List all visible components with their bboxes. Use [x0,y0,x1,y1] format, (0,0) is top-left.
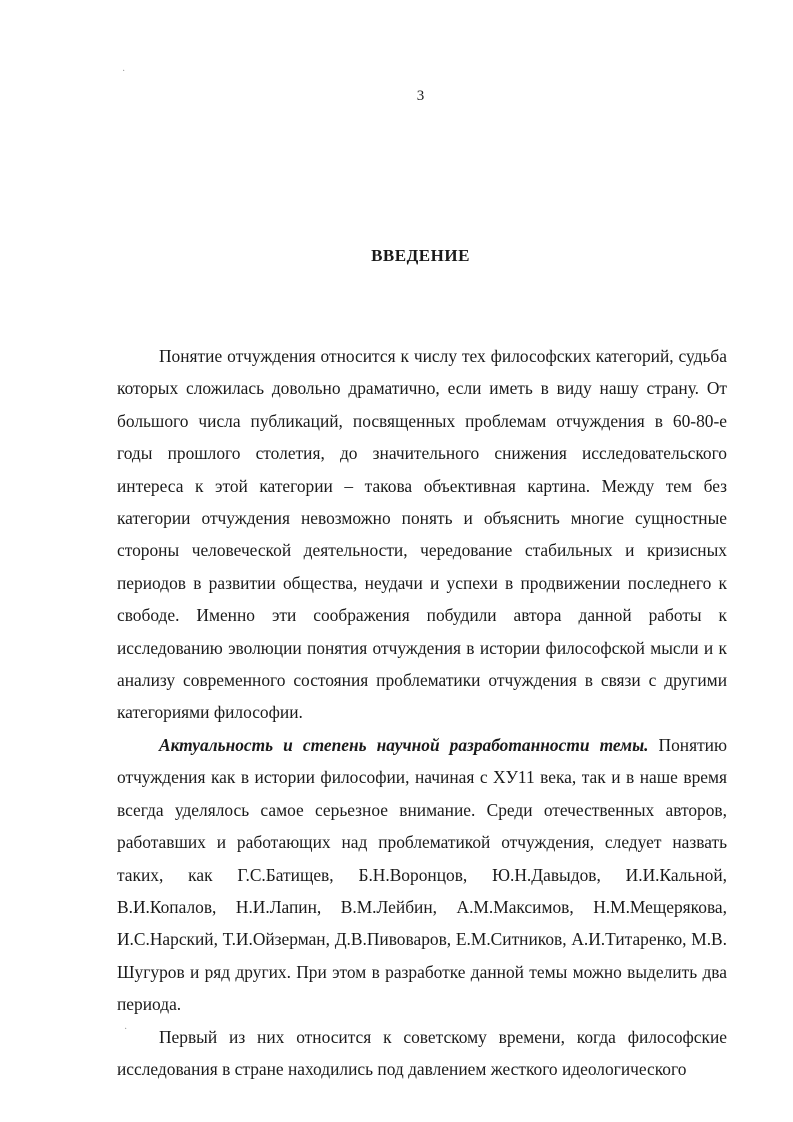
paragraph [117,1021,727,1086]
section-heading: ВВЕДЕНИЕ [371,246,470,265]
paragraph-text: Понятию отчуждения как в истории философии, начиная с ХУ11 века, так и в наше время всегда уделялось самое серьезное внимание. Среди отечественных авторов, работавших и работающих над проблематикой отчуждения, следует назвать таких, как Г.С.Батищев, Б.Н.Воронцов, Ю.Н.Давыдов, И.И.Кальной, В.И.Копалов, Н.И.Лапин, В.М.Лейбин, А.М.Максимов, Н.М.Мещерякова, И.С.Нарский, Т.И.Ойзерман, Д.В.Пивоваров, Е.М.Ситников, А.И.Титаренко, М.В. Шугуров и ряд других. При этом в разработке данной темы можно выделить два периода. [117,734,727,1015]
paragraph-text: Понятие отчуждения относится к числу тех философских категорий, судьба которых сложилась довольно драматично, если иметь в виду нашу страну. От большого числа публикаций, посвященных проблемам отчуждения в 60-80-е годы прошлого столетия, до значительного снижения исследовательского интереса к этой категории – такова объективная картина. Между тем без категории отчуждения невозможно понять и объяснить многие сущностные стороны человеческой деятельности, чередование стабильных и кризисных периодов в развитии общества, неудачи и успехи в продвижении последнего к свободе. Именно эти соображения побудили автора данной работы к исследованию эволюции понятия отчуждения в истории философской мысли и к анализу современного состояния проблематики отчуждения в связи с другими категориями философии. [117,346,727,723]
body-text [117,340,727,1085]
paragraph-lead: Актуальность и степень научной разработанности темы. [159,734,649,755]
page-number: 3 [416,88,425,104]
scan-speck: · [124,1024,128,1035]
paragraph [117,340,727,729]
scan-speck: · [122,66,126,77]
paragraph-text: Первый из них относится к советскому времени, когда философские исследования в стране находились под давлением жесткого идеологического [117,1026,727,1079]
paragraph [117,729,727,1021]
